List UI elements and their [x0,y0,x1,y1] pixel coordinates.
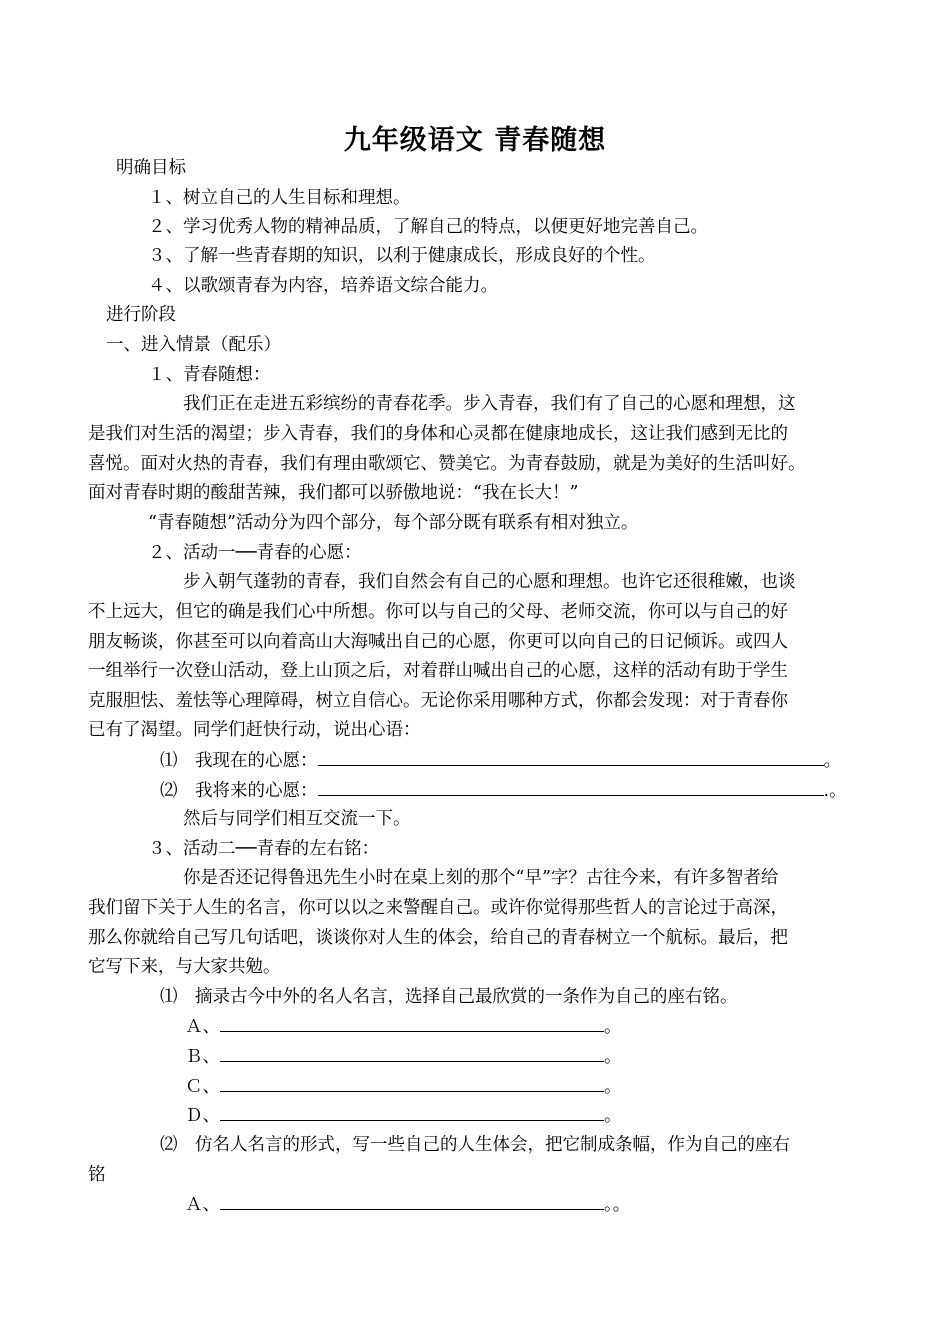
heading-stages: 进行阶段 [106,305,176,325]
motto-label: Ａ、 [185,1195,220,1215]
paragraph-line: 面对青春时期的酸甜苦辣，我们都可以骄傲地说：“我在长大！” [88,483,579,503]
punctuation: .。 [823,781,847,801]
subsection-2-heading: ２、活动一──青春的心愿： [148,543,362,563]
task-2-instruction-cont: 铭 [88,1165,106,1185]
task-2-instruction: ⑵ 仿名人名言的形式，写一些自己的人生体会，把它制成条幅，作为自己的座右 [160,1135,790,1155]
punctuation: 。 [604,1047,622,1067]
section-1-heading: 一、进入情景（配乐） [106,335,281,355]
heading-objectives: 明确目标 [116,158,186,178]
objective-2: ２、学习优秀人物的精神品质，了解自己的特点，以便更好地完善自己。 [148,217,708,237]
motto-label: Ａ、 [185,1017,220,1037]
own-motto-row-a [185,1192,630,1217]
subsection-3-heading: ３、活动二──青春的左右铭： [148,839,380,859]
future-wish-row [160,778,847,803]
punctuation: 。。 [604,1195,631,1215]
current-wish-label: ⑴ 我现在的心愿： [160,751,318,771]
paragraph-line: 你是否还记得鲁迅先生小时在桌上刻的那个“早”字？古往今来，有许多智者给 [183,868,779,888]
document-title: 九年级语文 青春随想 [343,125,607,156]
subsection-1-heading: １、青春随想： [148,365,271,385]
motto-row-c [185,1074,622,1099]
future-wish-blank[interactable] [318,778,824,796]
paragraph-line: 一组举行一次登山活动，登上山顶之后，对着群山喊出自己的心愿，这样的活动有助于学生 [88,661,788,681]
paragraph-line: 不上远大，但它的确是我们心中所想。你可以与自己的父母、老师交流，你可以与自己的好 [88,602,788,622]
paragraph-line: 然后与同学们相互交流一下。 [183,809,411,829]
paragraph-line: 已有了渴望。同学们赶快行动，说出心语： [88,720,421,740]
paragraph-line: 朋友畅谈，你甚至可以向着高山大海喊出自己的心愿，你更可以向自己的日记倾诉。或四人 [88,632,788,652]
punctuation: 。 [604,1106,622,1126]
motto-row-b [185,1044,622,1069]
motto-blank-c[interactable] [220,1074,604,1092]
paragraph-line: 我们留下关于人生的名言，你可以以之来警醒自己。或许你觉得那些哲人的言论过于高深， [88,898,788,918]
paragraph-line: 步入朝气蓬勃的青春，我们自然会有自己的心愿和理想。也许它还很稚嫩，也谈 [183,572,796,592]
current-wish-row [160,748,841,773]
motto-blank-d[interactable] [220,1103,604,1121]
punctuation: 。 [823,751,841,771]
objective-1: １、树立自己的人生目标和理想。 [148,188,411,208]
punctuation: 。 [604,1077,622,1097]
paragraph-line: 我们正在走进五彩缤纷的青春花季。步入青春，我们有了自己的心愿和理想，这 [183,394,796,414]
objective-3: ３、了解一些青春期的知识，以利于健康成长，形成良好的个性。 [148,246,656,266]
punctuation: 。 [604,1017,622,1037]
task-1-instruction: ⑴ 摘录古今中外的名人名言，选择自己最欣赏的一条作为自己的座右铭。 [160,987,738,1007]
paragraph-line: 是我们对生活的渴望；步入青春，我们的身体和心灵都在健康地成长，这让我们感到无比的 [88,424,788,444]
paragraph-line: 它写下来，与大家共勉。 [88,957,281,977]
paragraph-line: 那么你就给自己写几句话吧，谈谈你对人生的体会，给自己的青春树立一个航标。最后，把 [88,928,788,948]
motto-row-d [185,1103,622,1128]
paragraph-line: 克服胆怯、羞怯等心理障碍，树立自信心。无论你采用哪种方式，你都会发现：对于青春你 [88,691,788,711]
motto-label: Ｄ、 [185,1106,220,1126]
own-motto-blank-a[interactable] [220,1192,604,1210]
motto-label: Ｂ、 [185,1047,220,1067]
paragraph-line: 喜悦。面对火热的青春，我们有理由歌颂它、赞美它。为青春鼓励，就是为美好的生活叫好。 [88,454,806,474]
paragraph-line: “青春随想”活动分为四个部分，每个部分既有联系有相对独立。 [148,513,639,533]
motto-label: Ｃ、 [185,1077,220,1097]
motto-blank-b[interactable] [220,1044,604,1062]
objective-4: ４、以歌颂青春为内容，培养语文综合能力。 [148,276,498,296]
motto-blank-a[interactable] [220,1014,604,1032]
motto-row-a [185,1014,622,1039]
current-wish-blank[interactable] [318,748,824,766]
future-wish-label: ⑵ 我将来的心愿： [160,781,318,801]
